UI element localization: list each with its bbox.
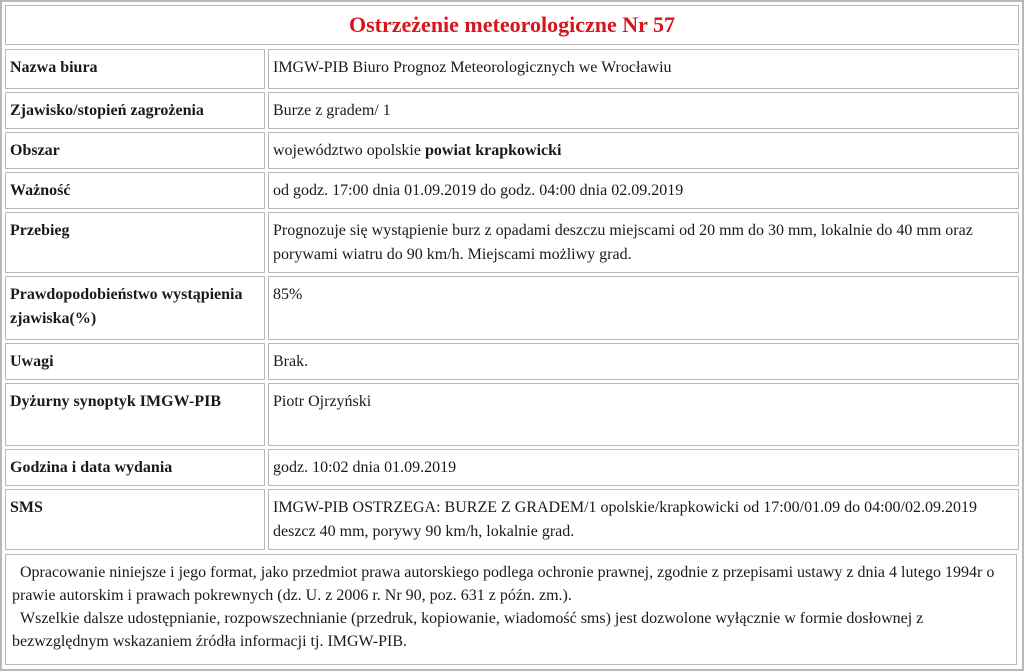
- title-row: [5, 5, 1019, 45]
- table-row: [5, 489, 1019, 550]
- row-label-remarks: Uwagi: [5, 343, 265, 380]
- table-row: [5, 92, 1019, 129]
- document-title: Ostrzeżenie meteorologiczne Nr 57: [349, 12, 675, 37]
- row-value-phenomenon: Burze z gradem/ 1: [268, 92, 1019, 129]
- row-label-forecaster: Dyżurny synoptyk IMGW-PIB: [5, 383, 265, 446]
- row-label-area: Obszar: [5, 132, 265, 169]
- row-label-office: Nazwa biura: [5, 49, 265, 89]
- usage-paragraph: Wszelkie dalsze udostępnianie, rozpowszechnianie (przedruk, kopiowanie, wiadomość sms) jest dozwolone wyłącznie w formie dosłownej z bezwzględnym wskazaniem źródła informacji tj. IMGW-PIB.: [12, 610, 924, 650]
- row-value-issued: godz. 10:02 dnia 01.09.2019: [268, 449, 1019, 486]
- area-region: województwo opolskie: [273, 142, 425, 159]
- row-value-sms: IMGW-PIB OSTRZEGA: BURZE Z GRADEM/1 opolskie/krapkowicki od 17:00/01.09 do 04:00/02.09.2019 deszcz 40 mm, porywy 90 km/h, lokalnie grad.: [268, 489, 1019, 550]
- area-district: powiat krapkowicki: [424, 142, 562, 159]
- row-value-probability: 85%: [268, 276, 1019, 340]
- row-label-probability: Prawdopodobieństwo wystąpienia zjawiska(%): [5, 276, 265, 340]
- row-value-office: IMGW-PIB Biuro Prognoz Meteorologicznych we Wrocławiu: [268, 49, 1019, 89]
- row-value-forecaster: Piotr Ojrzyński: [268, 383, 1019, 446]
- copyright-paragraph: Opracowanie niniejsze i jego format, jako przedmiot prawa autorskiego podlega ochronie prawnej, zgodnie z przepisami ustawy z dnia 4 lutego 1994r o prawie autorskim i prawach pokrewnych (dz. U. z 2006 r. Nr 90, poz. 631 z późn. zm.).: [12, 564, 995, 604]
- table-row: [5, 212, 1019, 273]
- row-value-remarks: Brak.: [268, 343, 1019, 380]
- table-row: [5, 49, 1019, 89]
- copyright-footer: [5, 554, 1017, 665]
- table-row: [5, 383, 1019, 446]
- row-label-course: Przebieg: [5, 212, 265, 273]
- row-label-sms: SMS: [5, 489, 265, 550]
- table-row: [5, 132, 1019, 169]
- row-label-phenomenon: Zjawisko/stopień zagrożenia: [5, 92, 265, 129]
- table-row: [5, 276, 1019, 340]
- table-row: [5, 449, 1019, 486]
- warning-table: [2, 46, 1022, 553]
- table-row: [5, 172, 1019, 209]
- table-row: [5, 343, 1019, 380]
- row-label-issued: Godzina i data wydania: [5, 449, 265, 486]
- row-value-course: Prognozuje się wystąpienie burz z opadami deszczu miejscami od 20 mm do 30 mm, lokalnie do 40 mm oraz porywami wiatru do 90 km/h. Miejscami możliwy grad.: [268, 212, 1019, 273]
- row-value-validity: od godz. 17:00 dnia 01.09.2019 do godz. 04:00 dnia 02.09.2019: [268, 172, 1019, 209]
- row-label-validity: Ważność: [5, 172, 265, 209]
- row-value-area: [268, 132, 1019, 169]
